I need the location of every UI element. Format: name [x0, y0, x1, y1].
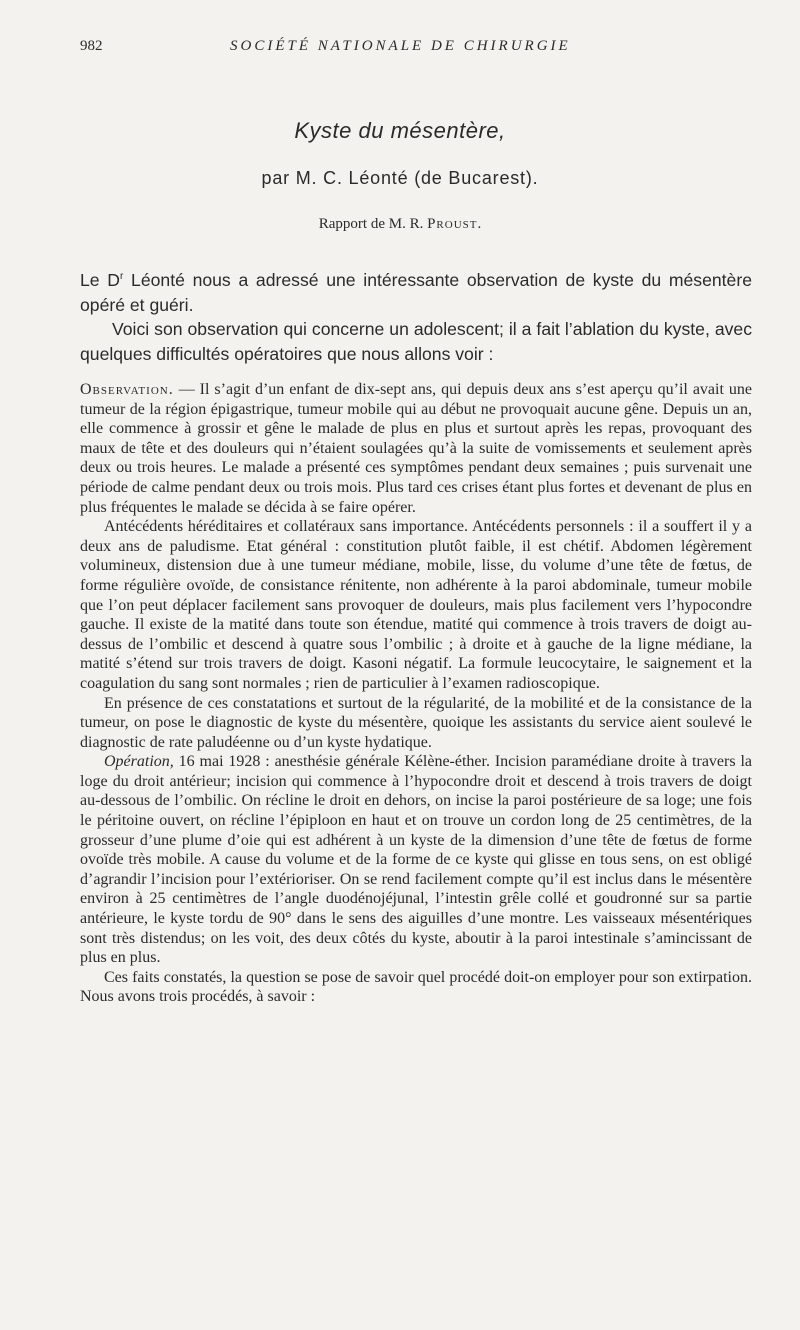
report-suffix: . — [477, 216, 482, 232]
report-prefix: Rapport de M. R. — [318, 216, 428, 232]
article-byline: par M. C. Léonté (de Bucarest). — [261, 168, 539, 188]
running-header — [80, 38, 752, 60]
report-name: Proust — [427, 216, 478, 232]
intro-p1-rest: Léonté nous a adressé une intéressante observation de kyste du mésentère opéré et guéri. — [80, 270, 752, 315]
diagnosis-paragraph: En présence de ces constatations et surtout de la régularité, de la mobilité et de la consistance de la tumeur, on pose le diagnostic de kyste du mésentère, quoique les assistants du service aient soulevé le diagnostic de rate paludéenne ou d’un kyste hydatique. — [80, 694, 752, 751]
antecedents-paragraph: Antécédents héréditaires et collatéraux sans importance. Antécédents personnels : il a souffert il y a deux ans de paludisme. Etat général : constitution plutôt faible, il est chétif. Abdomen légèrement volumineux, distension due à une tumeur médiane, mobile, lisse, du volume d’une tête de fœtus, de forme régulière ovoïde, de consistance rénitente, non adhérente à la paroi abdominale, tumeur mobile que l’on peut déplacer facilement sans provoquer de douleurs, mais plus facilement vers l’hypocondre gauche. Il existe de la matité dans toute son étendue, matité qui commence à trois travers de doigt au-dessus de l’ombilic et descend à quatre sous l’ombilic ; à droite et à gauche de la ligne médiane, la matité s’étend sur trois travers de doigt. Kasoni négatif. La formule leucocytaire, le saignement et la coagulation du sang sont normales ; rien de particulier à l’examen radioscopique. — [80, 518, 752, 692]
intro-p1-start: Le D — [80, 270, 120, 290]
final-paragraph: Ces faits constatés, la question se pose de savoir quel procédé doit-on employer pour son extirpation. Nous avons trois procédés, à savoir : — [80, 968, 752, 1006]
page-number: 982 — [80, 38, 103, 54]
operation-text: 16 mai 1928 : anesthésie générale Kélène-éther. Incision paramédiane droite à travers la loge du droit antérieur; incision qui commence à l’hypocondre droit et descend à trois travers de doigt au-dessous de l’ombilic. On récline le droit en dehors, on incise la paroi postérieure de sa loge; une fois le péritoine ouvert, on récline l’épiploon en haut et on trouve un cordon long de 25 centimètres, de la grosseur d’une plume d’oie qui est adhérent à un kyste de la dimension d’une tête de fœtus de forme ovoïde très mobile. A cause du volume et de la forme de ce kyste qui glisse en tous sens, on est obligé d’agrandir l’incision pour l’extérioriser. On se rend facilement compte qu’il est inclus dans le mésentère environ à 25 centimètres de l’angle duodénojéjunal, l’intestin grêle collé et goudronné sur sa partie antérieure, le kyste tordu de 90° dans le sens des aiguilles d’une montre. Les vaisseaux mésentériques sont très distendus; on les voit, des deux côtés du kyste, aboutir à la paroi intestinale s’amincissant de plus en plus. — [80, 753, 752, 967]
observation-text: — Il s’agit d’un enfant de dix-sept ans, qui depuis deux ans s’est aperçu qu’il avait une tumeur de la région épigastrique, tumeur mobile qui au début ne provoquait aucune gêne. Depuis un an, elle commence à grossir et gêne le malade de plus en plus et surtout après les repas, provoquant des maux de tête et des douleurs qui n’étaient soulagées qu’à la suite de vomissements et seulement après deux ou trois heures. Le malade a présenté ces symptômes pendant deux semaines ; puis survenait une période de calme pendant deux ou trois mois. Plus tard ces crises étant plus fortes et devenant de plus en plus fréquentes le malade se décida à se faire opérer. — [80, 381, 752, 516]
operation-paragraph — [80, 752, 752, 968]
observation-paragraph — [80, 380, 752, 517]
intro-paragraph-1 — [80, 268, 752, 317]
article-title: Kyste du mésentère, — [294, 118, 506, 143]
observation-label: Observation. — [80, 381, 174, 398]
running-title: SOCIÉTÉ NATIONALE DE CHIRURGIE — [230, 38, 571, 54]
report-line — [0, 216, 800, 233]
intro-p1-sup: r — [120, 271, 124, 283]
operation-label: Opération, — [104, 753, 174, 771]
observation-body — [80, 380, 752, 1007]
intro-paragraph-2: Voici son observation qui concerne un adolescent; il a fait l’ablation du kyste, avec quelques difficultés opératoires que nous allons voir : — [80, 319, 752, 364]
intro-section — [80, 268, 752, 366]
